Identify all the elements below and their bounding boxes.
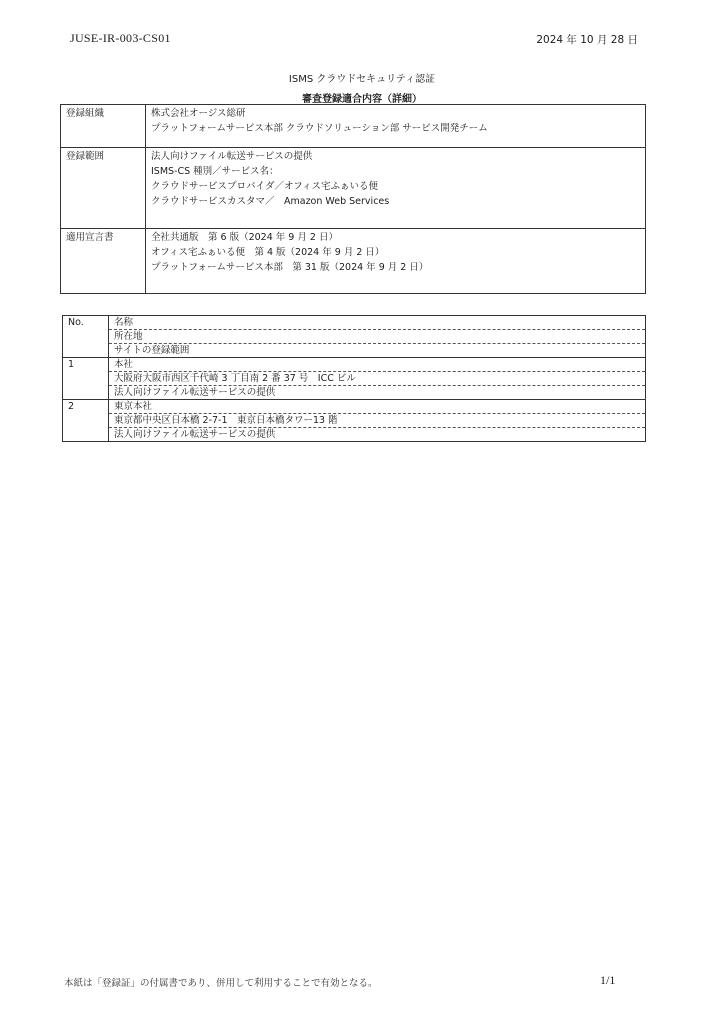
site-header-row [63,316,646,330]
table-row [63,400,646,414]
site-table [62,315,646,442]
declaration-value [146,229,646,294]
scope-line: ISMS-CS 種別／サービス名： [151,166,279,177]
declaration-line: プラットフォームサービス本部 第 31 版（2024 年 9 月 2 日） [151,262,429,273]
table-row [63,358,646,372]
site-scope: 法人向けファイル転送サービスの提供 [109,428,646,442]
table-row [63,414,646,428]
footer-note: 本紙は「登録証」の付属書であり、併用して利用することで有効となる。 [64,978,378,989]
registration-row-scope [61,148,646,229]
scope-value [146,148,646,229]
page-number: 1/1 [600,973,616,987]
name-header: 名称 [109,316,646,330]
no-header: No. [63,316,109,358]
declaration-line: オフィス宅ふぁいる便 第 4 版（2024 年 9 月 2 日） [151,247,385,258]
scope-header: サイトの登録範囲 [109,344,646,358]
registration-table [60,104,646,294]
issue-date: 2024 年 10 月 28 日 [536,34,638,46]
table-row [63,428,646,442]
site-header-row [63,330,646,344]
site-no: 2 [63,400,109,442]
registration-row-org [61,105,646,148]
scope-line: クラウドサービスプロバイダ／オフィス宅ふぁいる便 [151,181,378,192]
site-name: 本社 [109,358,646,372]
document-subtitle: 審査登録適合内容（詳細） [302,94,422,105]
site-scope: 法人向けファイル転送サービスの提供 [109,386,646,400]
site-address: 東京都中央区日本橋 2-7-1 東京日本橋タワー13 階 [109,414,646,428]
org-value [146,105,646,148]
address-header: 所在地 [109,330,646,344]
declaration-label: 適用宣言書 [61,229,146,294]
registration-row-declaration [61,229,646,294]
site-header-row [63,344,646,358]
scope-line: 法人向けファイル転送サービスの提供 [151,151,313,162]
scope-label: 登録範囲 [61,148,146,229]
org-line: 株式会社オージス総研 [151,108,246,119]
org-label: 登録組織 [61,105,146,148]
table-row [63,386,646,400]
org-line: プラットフォームサービス本部 クラウドソリューション部 サービス開発チーム [151,123,488,134]
document-title: ISMS クラウドセキュリティ認証 [288,74,436,85]
site-name: 東京本社 [109,400,646,414]
document-id: JUSE-IR-003-CS01 [70,31,171,45]
declaration-line: 全社共通版 第 6 版（2024 年 9 月 2 日） [151,232,338,243]
scope-line: クラウドサービスカスタマ／ Amazon Web Services [151,196,390,207]
table-row [63,372,646,386]
site-address: 大阪府大阪市西区千代崎 3 丁目南 2 番 37 号 ICC ビル [109,372,646,386]
site-no: 1 [63,358,109,400]
